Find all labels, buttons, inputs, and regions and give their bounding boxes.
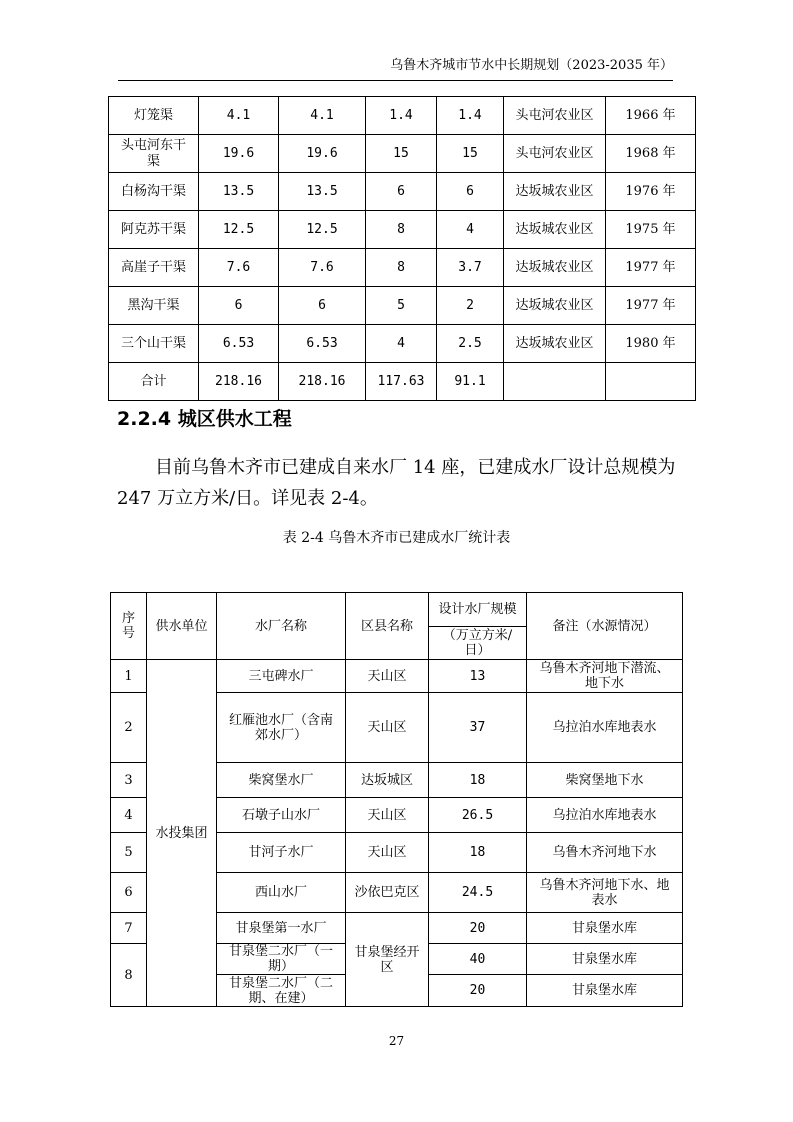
- plant-cell: 柴窝堡水厂: [217, 763, 346, 798]
- district-cell: 天山区: [346, 660, 429, 693]
- table-cell: 4: [366, 325, 437, 363]
- body-paragraph: 目前乌鲁木齐市已建成自来水厂 14 座，已建成水厂设计总规模为 247 万立方米/日。详见表 2-4。: [117, 457, 676, 509]
- note-cell: 乌鲁木齐河地下潜流、地下水: [527, 660, 683, 693]
- capacity-cell: 18: [429, 763, 527, 798]
- index-cell: 6: [111, 873, 147, 913]
- table-cell: 1.4: [437, 97, 504, 135]
- table-cell: 117.63: [366, 363, 437, 401]
- table-cell: 12.5: [199, 211, 279, 249]
- note-cell: 甘泉堡水库: [527, 975, 683, 1007]
- table-cell: 1975 年: [606, 211, 696, 249]
- note-cell: 柴窝堡地下水: [527, 763, 683, 798]
- table-cell: 2.5: [437, 325, 504, 363]
- index-cell: 5: [111, 833, 147, 873]
- index-cell: 2: [111, 693, 147, 763]
- index-cell: 8: [111, 944, 147, 1007]
- table-cell: 1980 年: [606, 325, 696, 363]
- capacity-cell: 20: [429, 913, 527, 944]
- plant-cell: 石墩子山水厂: [217, 798, 346, 833]
- header-capacity: 设计水厂规模: [429, 593, 527, 627]
- table-cell: 218.16: [279, 363, 366, 401]
- capacity-cell: 24.5: [429, 873, 527, 913]
- table-cell: 12.5: [279, 211, 366, 249]
- table-cell: 15: [366, 135, 437, 173]
- capacity-cell: 40: [429, 944, 527, 975]
- table-cell: 218.16: [199, 363, 279, 401]
- table-cell: 6.53: [199, 325, 279, 363]
- header-rule: [118, 80, 673, 81]
- table-cell: 1.4: [366, 97, 437, 135]
- table-row: [109, 325, 696, 363]
- capacity-cell: 13: [429, 660, 527, 693]
- canal-name-cell: 灯笼渠: [109, 97, 199, 135]
- capacity-cell: 37: [429, 693, 527, 763]
- canal-name-cell: 高崖子干渠: [109, 249, 199, 287]
- table-cell: 4.1: [279, 97, 366, 135]
- canal-name-cell: 阿克苏干渠: [109, 211, 199, 249]
- header-capacity-unit: （万立方米/日）: [429, 627, 527, 660]
- table-cell: 达坂城农业区: [504, 211, 606, 249]
- index-cell: 7: [111, 913, 147, 944]
- table-cell: 2: [437, 287, 504, 325]
- plant-cell: 红雁池水厂（含南郊水厂）: [217, 693, 346, 763]
- table-row: [109, 97, 696, 135]
- district-cell: 天山区: [346, 693, 429, 763]
- table-cell: 达坂城农业区: [504, 287, 606, 325]
- table-cell: 6: [279, 287, 366, 325]
- plant-cell: 三屯碑水厂: [217, 660, 346, 693]
- table-cell: 5: [366, 287, 437, 325]
- table-cell: 达坂城农业区: [504, 249, 606, 287]
- index-cell: 3: [111, 763, 147, 798]
- district-cell: 天山区: [346, 833, 429, 873]
- canal-table: [108, 96, 696, 401]
- table-cell: 7.6: [199, 249, 279, 287]
- canal-name-cell: 三个山干渠: [109, 325, 199, 363]
- note-cell: 乌鲁木齐河地下水、地表水: [527, 873, 683, 913]
- table-cell: 19.6: [279, 135, 366, 173]
- plant-cell: 甘泉堡二水厂（一期）: [217, 944, 346, 975]
- plant-cell: 甘泉堡二水厂（二期、在建）: [217, 975, 346, 1007]
- district-cell: 天山区: [346, 798, 429, 833]
- table-row: [109, 287, 696, 325]
- page-number: 27: [388, 1034, 405, 1048]
- note-cell: 乌鲁木齐河地下水: [527, 833, 683, 873]
- note-cell: 甘泉堡水库: [527, 913, 683, 944]
- capacity-cell: 26.5: [429, 798, 527, 833]
- table-cell: 3.7: [437, 249, 504, 287]
- table-row: [109, 249, 696, 287]
- table-cell: [606, 363, 696, 401]
- table-cell: 1966 年: [606, 97, 696, 135]
- table-cell: 1968 年: [606, 135, 696, 173]
- table-cell: 达坂城农业区: [504, 325, 606, 363]
- table-cell: 13.5: [279, 173, 366, 211]
- note-cell: 甘泉堡水库: [527, 944, 683, 975]
- supplier-cell: 水投集团: [147, 660, 217, 1007]
- table-cell: 91.1: [437, 363, 504, 401]
- header-district: 区县名称: [346, 593, 429, 660]
- canal-name-cell: 合计: [109, 363, 199, 401]
- plant-cell: 西山水厂: [217, 873, 346, 913]
- note-cell: 乌拉泊水库地表水: [527, 693, 683, 763]
- section-heading: 2.2.4 城区供水工程: [117, 408, 292, 430]
- header-index: 序号: [111, 593, 147, 660]
- table-cell: 13.5: [199, 173, 279, 211]
- canal-name-cell: 黑沟干渠: [109, 287, 199, 325]
- table-cell: 6: [366, 173, 437, 211]
- table-caption: 表 2-4 乌鲁木齐市已建成水厂统计表: [282, 530, 511, 546]
- district-cell: 达坂城区: [346, 763, 429, 798]
- table-row: [111, 660, 683, 693]
- canal-name-cell: 白杨沟干渠: [109, 173, 199, 211]
- table-cell: 4.1: [199, 97, 279, 135]
- canal-name-cell: 头屯河东干渠: [109, 135, 199, 173]
- header-supplier: 供水单位: [147, 593, 217, 660]
- table-cell: 6.53: [279, 325, 366, 363]
- table-row: [109, 211, 696, 249]
- water-plant-table: [110, 592, 683, 1007]
- index-cell: 4: [111, 798, 147, 833]
- table-cell: 头屯河农业区: [504, 135, 606, 173]
- table-cell: 达坂城农业区: [504, 173, 606, 211]
- index-cell: 1: [111, 660, 147, 693]
- page-header: 乌鲁木齐城市节水中长期规划（2023-2035 年）: [390, 58, 673, 73]
- note-cell: 乌拉泊水库地表水: [527, 798, 683, 833]
- district-cell: 沙依巴克区: [346, 873, 429, 913]
- header-plant: 水厂名称: [217, 593, 346, 660]
- table-cell: 15: [437, 135, 504, 173]
- plant-cell: 甘泉堡第一水厂: [217, 913, 346, 944]
- district-cell: 甘泉堡经开区: [346, 913, 429, 1007]
- table-cell: 1976 年: [606, 173, 696, 211]
- capacity-cell: 20: [429, 975, 527, 1007]
- table-cell: 6: [437, 173, 504, 211]
- table-row: [109, 173, 696, 211]
- table-cell: 头屯河农业区: [504, 97, 606, 135]
- header-note: 备注（水源情况）: [527, 593, 683, 660]
- table-row: [109, 135, 696, 173]
- table-cell: 19.6: [199, 135, 279, 173]
- table-cell: 7.6: [279, 249, 366, 287]
- table-cell: 4: [437, 211, 504, 249]
- table-cell: 8: [366, 249, 437, 287]
- table-cell: [504, 363, 606, 401]
- table-cell: 8: [366, 211, 437, 249]
- table-cell: 6: [199, 287, 279, 325]
- plant-cell: 甘河子水厂: [217, 833, 346, 873]
- capacity-cell: 18: [429, 833, 527, 873]
- table-cell: 1977 年: [606, 287, 696, 325]
- table-row: [109, 363, 696, 401]
- table-cell: 1977 年: [606, 249, 696, 287]
